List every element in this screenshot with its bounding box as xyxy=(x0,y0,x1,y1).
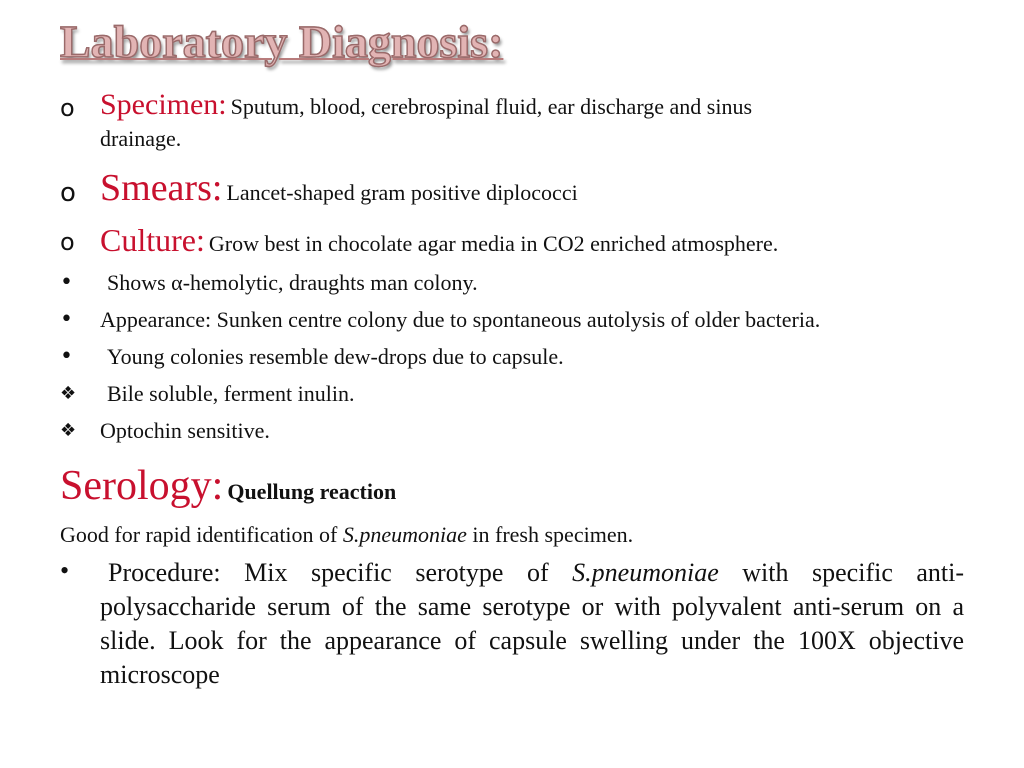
circle-bullet-icon: o xyxy=(60,94,75,122)
procedure-organism: S.pneumoniae xyxy=(572,558,719,587)
serology-good-pre: Good for rapid identification of xyxy=(60,522,338,547)
bullet-text: Young colonies resemble dew-drops due to capsule. xyxy=(107,344,564,369)
specimen-text: Sputum, blood, cerebrospinal fluid, ear discharge and sinus xyxy=(230,94,753,119)
serology-subtitle: Quellung reaction xyxy=(227,479,397,504)
page-title: Laboratory Diagnosis: xyxy=(60,16,504,67)
diamond-text: Optochin sensitive. xyxy=(100,418,270,443)
serology-label: Serology: xyxy=(60,463,224,509)
circle-bullet-icon: o xyxy=(60,228,75,256)
smears-label: Smears: xyxy=(100,167,223,209)
specimen-label: Specimen: xyxy=(100,88,227,121)
procedure-post: with specific anti-polysaccharide serum of the same serotype or with polyvalent anti-serum on a slide. Look for the appearance of capsule swelling under the 100X objective microscope xyxy=(100,558,965,689)
procedure-pre: Procedure: Mix specific serotype of xyxy=(108,558,549,587)
bullet-icon: • xyxy=(60,556,70,585)
culture-label: Culture: xyxy=(100,222,205,258)
procedure-paragraph xyxy=(100,556,964,692)
specimen-text-line2: drainage. xyxy=(100,126,182,151)
serology-good-post: in fresh specimen. xyxy=(472,522,634,547)
culture-text: Grow best in chocolate agar media in CO2 enriched atmosphere. xyxy=(208,231,779,256)
circle-bullet-icon: o xyxy=(60,178,76,208)
diamond-bullet-icon: ❖ xyxy=(60,383,77,404)
bullet-icon: • xyxy=(60,270,73,295)
serology-heading xyxy=(60,462,396,510)
organism-name: S.pneumoniae xyxy=(342,522,467,547)
diamond-text: Bile soluble, ferment inulin. xyxy=(107,381,355,406)
bullet-icon: • xyxy=(60,307,73,332)
bullet-text: Shows α-hemolytic, draughts man colony. xyxy=(107,270,478,295)
smears-text: Lancet-shaped gram positive diplococci xyxy=(226,180,578,205)
bullet-text: Appearance: Sunken centre colony due to spontaneous autolysis of older bacteria. xyxy=(100,307,821,332)
diamond-bullet-icon: ❖ xyxy=(60,420,77,441)
serology-description xyxy=(60,522,633,548)
bullet-icon: • xyxy=(60,344,73,369)
